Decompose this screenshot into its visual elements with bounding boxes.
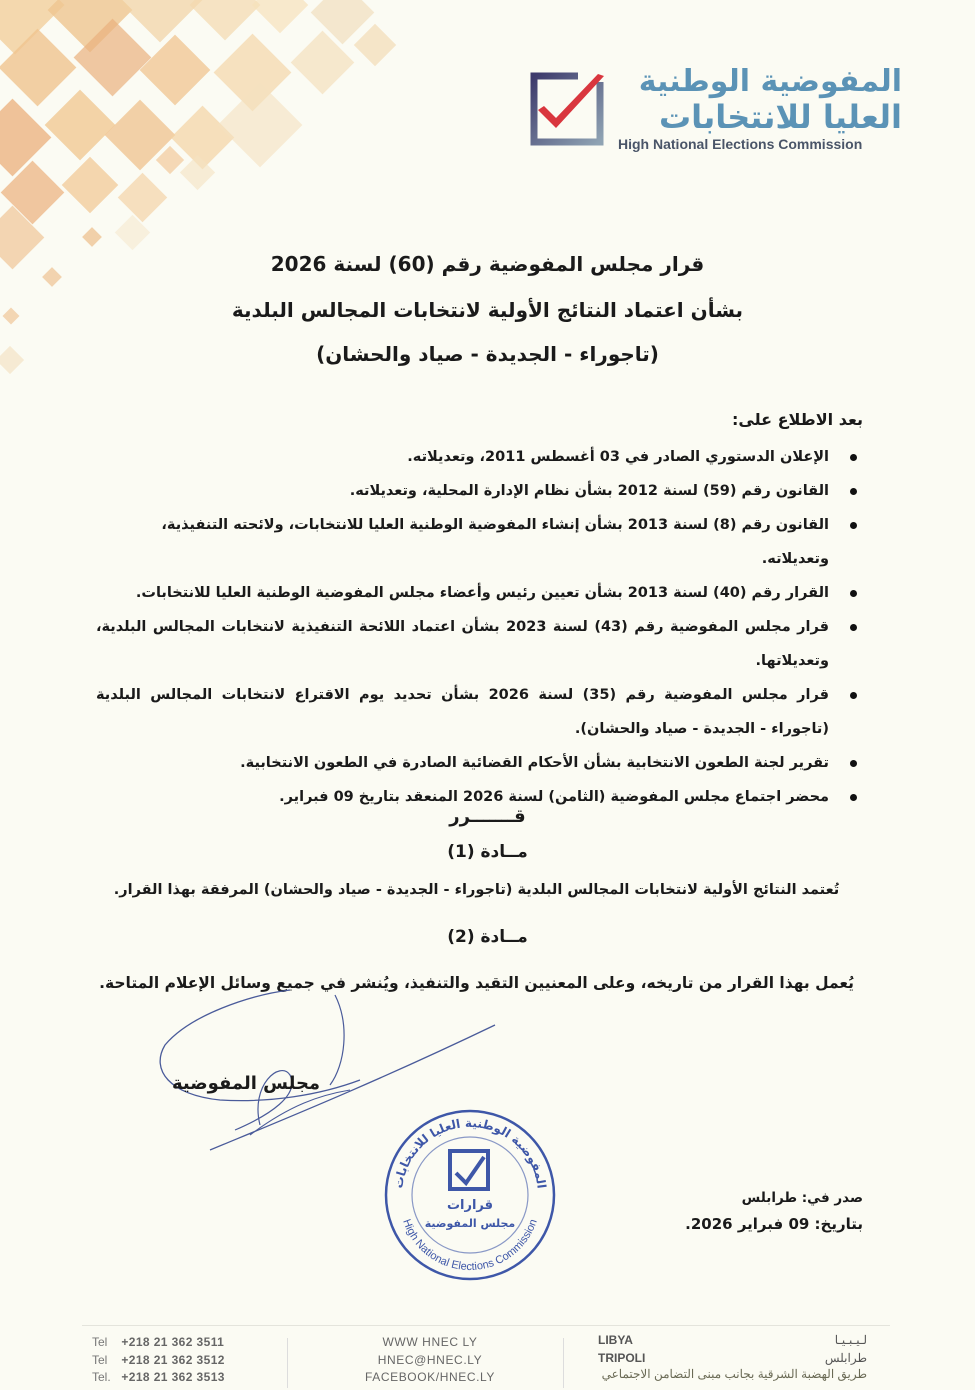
phone-list (92, 1334, 225, 1387)
bullet-icon (850, 624, 857, 631)
list-item: الإعلان الدستوري الصادر في 03 أغسطس 2011، وتعديلاته. (96, 440, 863, 474)
website-link[interactable]: WWW HNEC LY (382, 1335, 478, 1349)
footer-separator (563, 1338, 564, 1388)
bullet-icon (850, 760, 857, 767)
address-arabic: طريق الهضبة الشرقية بجانب مبنى التضامن الاجتماعي (601, 1367, 867, 1381)
email-link[interactable]: HNEC@HNEC.LY (377, 1352, 483, 1367)
list-item: القانون رقم (8) لسنة 2013 بشأن إنشاء المفوضية الوطنية العليا للانتخابات، ولائحته التنفيذية، وتعديلاته. (96, 508, 863, 576)
issue-place: صدر في: طرابلس (741, 1190, 863, 1206)
article-1-title: مــادة (1) (447, 842, 528, 862)
list-item: محضر اجتماع مجلس المفوضية (الثامن) لسنة 2026 المنعقد بتاريخ 09 فبراير. (96, 780, 863, 814)
logo-english-name: High National Elections Commission (618, 136, 863, 152)
decision-title: قرار مجلس المفوضية رقم (60) لسنة 2026 (270, 252, 705, 276)
location-english: LIBYA TRIPOLI (598, 1333, 646, 1365)
issue-date: بتاريخ: 09 فبراير 2026. (685, 1215, 863, 1233)
article-1-text: تُعتمد النتائج الأولية لانتخابات المجالس البلدية (تاجوراء - الجديدة - صياد والحشان) المرفقة بهذا القرار. (113, 882, 840, 898)
checkbox-check-icon (528, 70, 606, 148)
decorative-diamond-pattern (0, 0, 420, 380)
preamble-intro: بعد الاطلاع على: (731, 410, 863, 429)
svg-text:قرارات: قرارات (446, 1198, 494, 1213)
official-stamp (380, 1105, 560, 1285)
letterhead-footer (0, 1330, 975, 1390)
phone-row: Tel. +218 21 362 3513 (92, 1370, 225, 1384)
preamble-list (96, 440, 863, 814)
article-2-text: يُعمل بهذا القرار من تاريخه، وعلى المعنيين التقيد والتنفيذ، ويُنشر في جميع وسائل الإعلام المتاحة. (99, 974, 854, 992)
svg-text:High National Elections Commis: High National Elections Commission (400, 1217, 540, 1274)
list-item: قرار مجلس المفوضية رقم (43) لسنة 2023 بشأن اعتماد اللائحة التنفيذية لانتخابات المجالس البلدية، وتعديلاتها. (96, 610, 863, 678)
bullet-icon (850, 454, 857, 461)
hnec-logo (528, 64, 908, 160)
svg-text:مجلس المفوضية: مجلس المفوضية (424, 1217, 516, 1230)
footer-separator (287, 1338, 288, 1388)
phone-row: Tel +218 21 362 3512 (92, 1352, 225, 1367)
list-item: القانون رقم (59) لسنة 2012 بشأن نظام الإدارة المحلية، وتعديلاته. (96, 474, 863, 508)
list-item: قرار مجلس المفوضية رقم (35) لسنة 2026 بشأن تحديد يوم الاقتراع لانتخابات المجالس البلدية (تاجوراء - الجديدة - صياد والحشان). (96, 678, 863, 746)
bullet-icon (850, 488, 857, 495)
decision-heading: قـــــــرر (449, 806, 526, 827)
issue-info (685, 1185, 863, 1237)
logo-arabic-line1: المفوضية الوطنية (638, 64, 902, 99)
facebook-link[interactable]: FACEBOOK/HNEC.LY (364, 1370, 496, 1384)
web-contacts (330, 1334, 530, 1387)
bullet-icon (850, 522, 857, 529)
decision-subject: بشأن اعتماد النتائج الأولية لانتخابات المجالس البلدية (231, 298, 744, 322)
list-item: القرار رقم (40) لسنة 2013 بشأن تعيين رئيس وأعضاء مجلس المفوضية الوطنية العليا للانتخابات. (96, 576, 863, 610)
logo-arabic-line2: العليا للانتخابات (659, 98, 902, 136)
list-item: تقرير لجنة الطعون الانتخابية بشأن الأحكام القضائية الصادرة في الطعون الانتخابية. (96, 746, 863, 780)
footer-divider (82, 1325, 890, 1326)
bullet-icon (850, 692, 857, 699)
signatory-label: مجلس المفوضية (172, 1073, 321, 1094)
bullet-icon (850, 794, 857, 801)
location-arabic: لـيـبـيـا طرابلس (824, 1333, 867, 1365)
svg-text:المفوضية الوطنية العليا للانتخ: المفوضية الوطنية العليا للانتخابات (391, 1115, 549, 1190)
phone-row: Tel +218 21 362 3511 (92, 1335, 225, 1349)
article-2-title: مــادة (2) (447, 927, 528, 947)
bullet-icon (850, 590, 857, 597)
decision-municipalities: (تاجوراء - الجديدة - صياد والحشان) (316, 342, 659, 366)
